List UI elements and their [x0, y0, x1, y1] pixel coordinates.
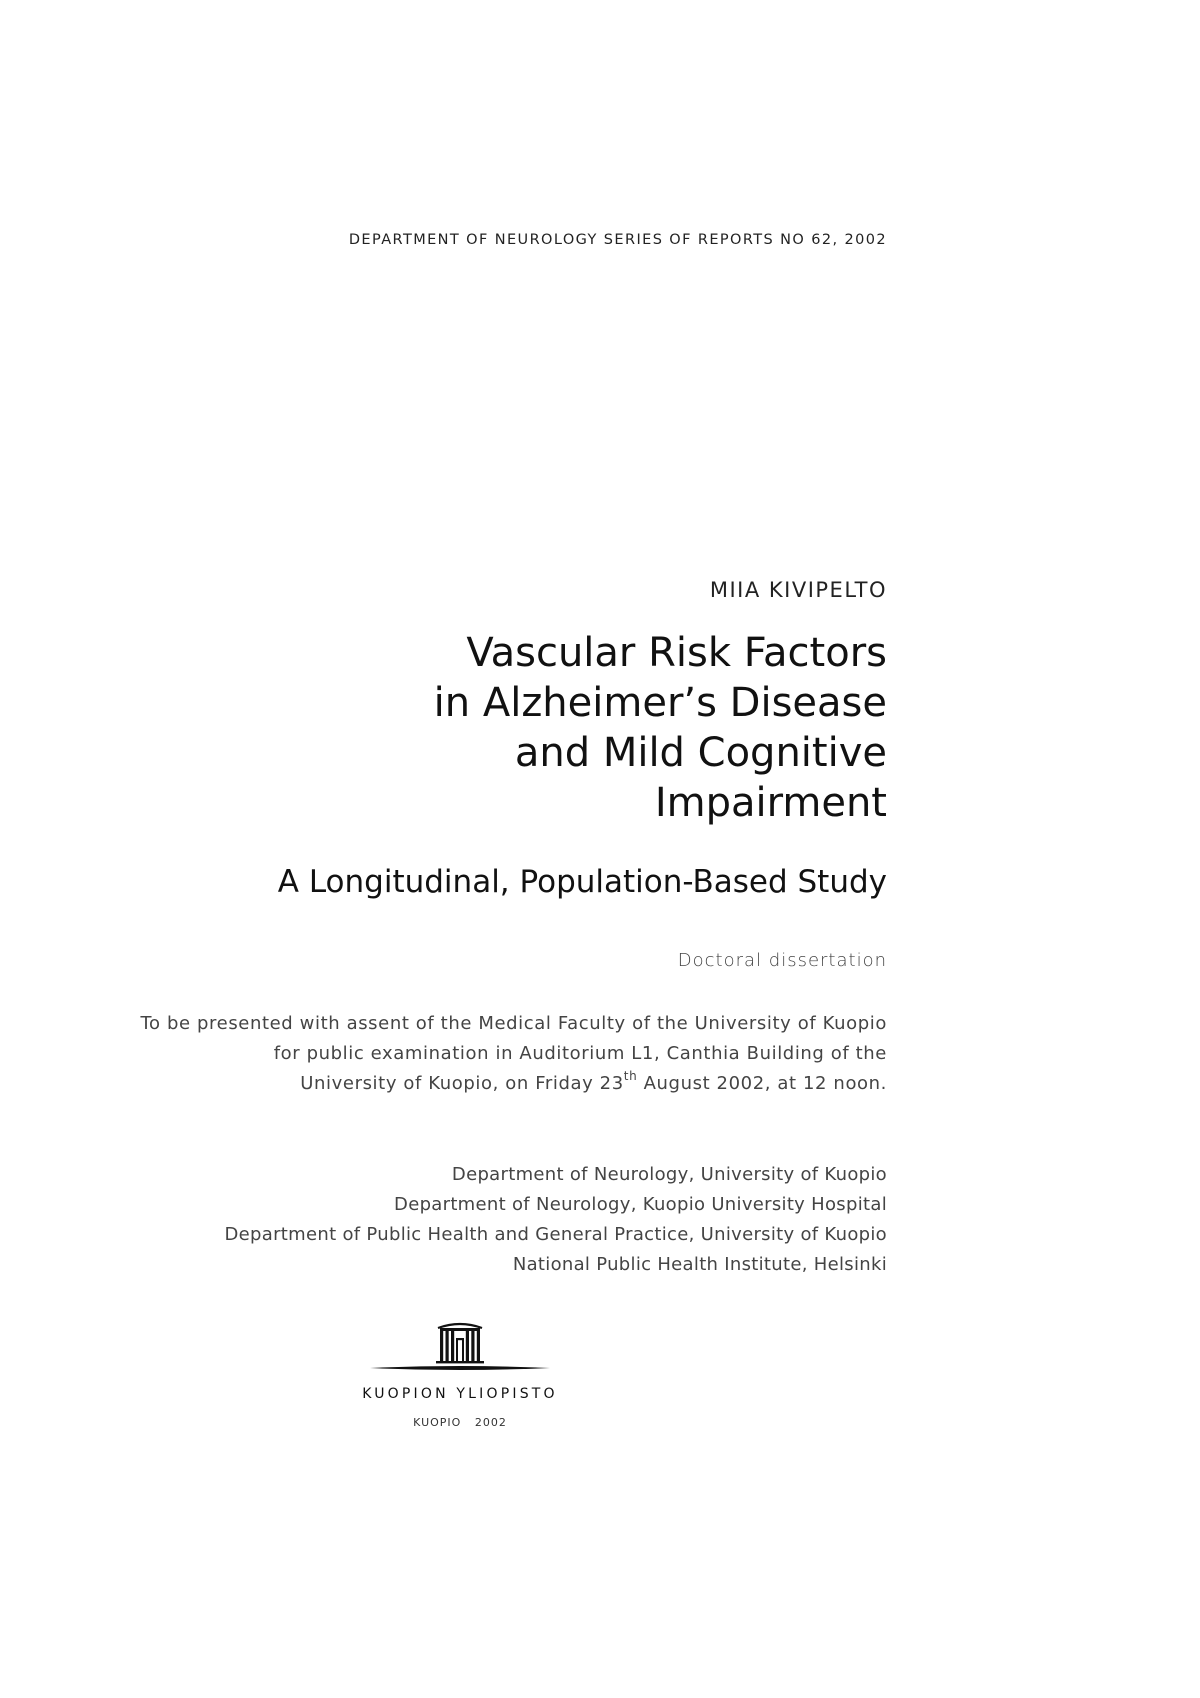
- title-line: Vascular Risk Factors: [466, 630, 887, 676]
- presentation-line: for public examination in Auditorium L1, Canthia Building of the: [273, 1043, 887, 1064]
- department-item: Department of Public Health and General Practice, University of Kuopio: [224, 1224, 887, 1245]
- presentation-statement: [141, 1009, 887, 1099]
- university-name: KUOPION YLIOPISTO: [362, 1386, 558, 1402]
- author-name: MIIA KIVIPELTO: [709, 578, 887, 602]
- university-building-icon: [360, 1318, 560, 1380]
- dissertation-title: [434, 628, 887, 828]
- title-line: in Alzheimer’s Disease: [433, 680, 887, 726]
- city-year: KUOPIO 2002: [413, 1416, 507, 1429]
- title-line: Impairment: [654, 780, 887, 826]
- university-logo: [340, 1318, 580, 1429]
- department-item: Department of Neurology, Kuopio University Hospital: [394, 1194, 887, 1215]
- presentation-line: [141, 1069, 887, 1099]
- department-item: Department of Neurology, University of Kuopio: [451, 1164, 887, 1185]
- presentation-line: To be presented with assent of the Medical Faculty of the University of Kuopio: [140, 1013, 887, 1034]
- series-line: DEPARTMENT OF NEUROLOGY SERIES OF REPORTS NO 62, 2002: [348, 232, 887, 248]
- department-item: National Public Health Institute, Helsinki: [512, 1254, 887, 1275]
- dissertation-subtitle: A Longitudinal, Population-Based Study: [277, 864, 887, 900]
- presentation-text: August 2002, at 12 noon.: [637, 1073, 887, 1094]
- date-ordinal-suffix: th: [623, 1069, 638, 1083]
- title-line: and Mild Cognitive: [514, 730, 887, 776]
- department-list: [225, 1160, 887, 1280]
- dissertation-label: Doctoral dissertation: [677, 950, 887, 971]
- presentation-text: University of Kuopio, on Friday 23: [300, 1073, 624, 1094]
